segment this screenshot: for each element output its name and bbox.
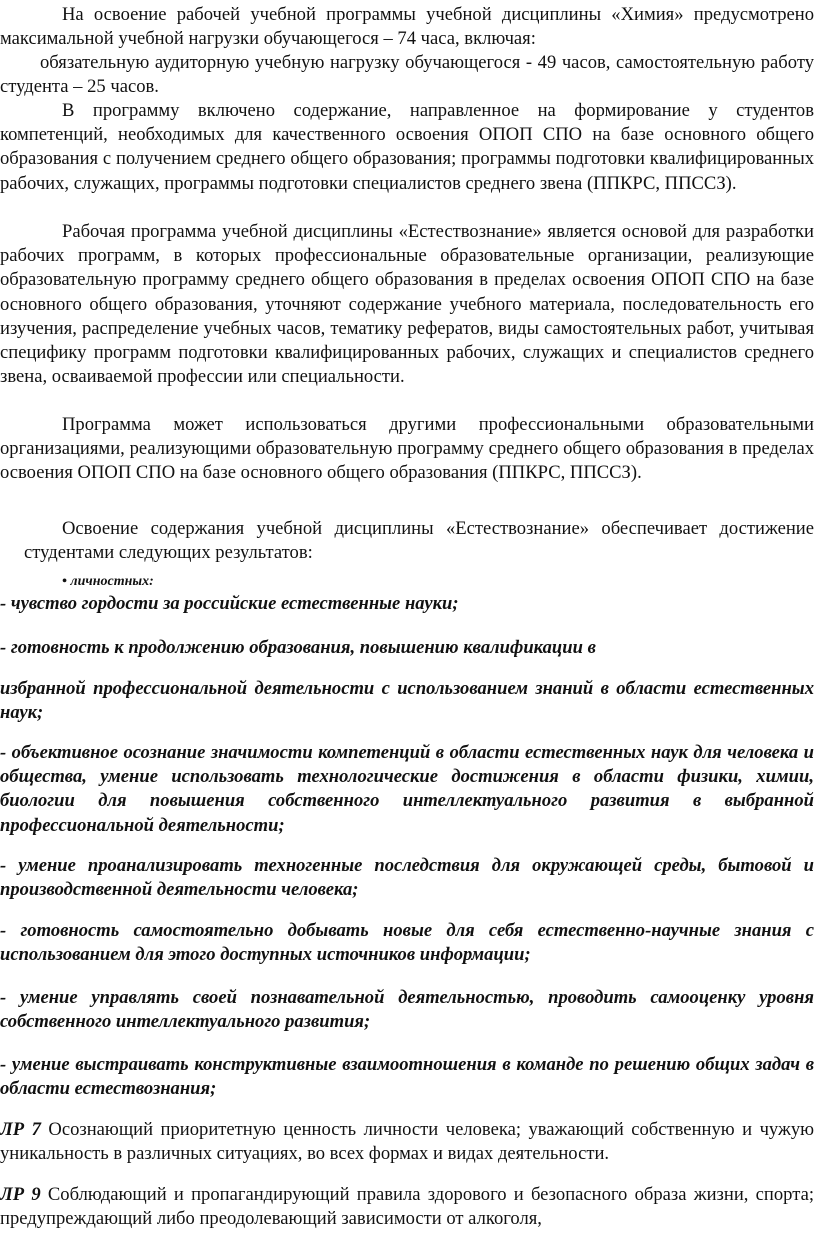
lr7-paragraph: [0, 1118, 814, 1166]
result-item: - умение управлять своей познавательной деятельностью, проводить самооценку уровня собственного интеллектуального развития;: [0, 987, 814, 1033]
lr7-code: ЛР 7: [0, 1119, 41, 1140]
paragraph-program-usage: Программа может использоваться другими профессиональными образовательными организациями, реализующими образовательную программу среднего общего образования в пределах освоения ОПОП СПО на базе основного общего образования (ППКРС, ППССЗ).: [0, 414, 814, 484]
lr9-code: ЛР 9: [0, 1184, 41, 1205]
paragraph-work-program: Рабочая программа учебной дисциплины «Естествознание» является основой для разработки рабочих программ, в которых профессиональные образовательные организации, реализующие образовательную программу среднего общего образования в пределах освоения ОПОП СПО на базе основного общего образования, уточняют содержание учебного материала, последовательность его изучения, распределение учебных часов, тематику рефератов, виды самостоятельных работ, учитывая специфику программ подготовки квалифицированных рабочих, служащих и специалистов среднего звена, осваиваемой профессии или специальности.: [0, 221, 814, 388]
paragraph-results-intro: Освоение содержания учебной дисциплины «Естествознание» обеспечивает достижение студентами следующих результатов:: [24, 518, 814, 564]
lr9-paragraph: [0, 1183, 814, 1231]
lr9-text: Соблюдающий и пропагандирующий правила здорового и безопасного образа жизни, спорта; предупреждающий либо преодолевающий зависимости от алкоголя,: [0, 1184, 814, 1230]
result-item: - объективное осознание значимости компетенций в области естественных наук для человека и общества, умение использовать технологические достижения в области физики, химии, биологии для повышения собственного интеллектуального развития в выбранной профессиональной деятельности;: [0, 742, 814, 836]
result-item: избранной профессиональной деятельности с использованием знаний в области естественных наук;: [0, 678, 814, 724]
result-item: - готовность к продолжению образования, повышению квалификации в: [0, 637, 596, 658]
result-item: - умение проанализировать техногенные последствия для окружающей среды, бытовой и производственной деятельности человека;: [0, 855, 814, 901]
lr7-text: Осознающий приоритетную ценность личности человека; уважающий собственную и чужую уникальность в различных ситуациях, во всех формах и видах деятельности.: [0, 1119, 815, 1165]
result-item: - умение выстраивать конструктивные взаимоотношения в команде по решению общих задач в области естествознания;: [0, 1054, 814, 1100]
paragraph-program-content: В программу включено содержание, направленное на формирование у студентов компетенций, необходимых для качественного освоения ОПОП СПО на базе основного общего образования с получением среднего общего образования; программы подготовки квалифицированных рабочих, служащих, программы подготовки специалистов среднего звена (ППКРС, ППССЗ).: [0, 100, 814, 194]
personal-results-label: • личностных:: [62, 574, 154, 589]
result-item: - чувство гордости за российские естественные науки;: [0, 593, 459, 614]
paragraph-hours-intro: На освоение рабочей учебной программы учебной дисциплины «Химия» предусмотрено максимальной учебной нагрузки обучающегося – 74 часа, включая:: [0, 4, 814, 50]
result-item: - готовность самостоятельно добывать новые для себя естественно-научные знания с использованием для этого доступных источников информации;: [0, 920, 814, 966]
paragraph-hours-detail: обязательную аудиторную учебную нагрузку обучающегося - 49 часов, самостоятельную работу студента – 25 часов.: [0, 52, 814, 98]
